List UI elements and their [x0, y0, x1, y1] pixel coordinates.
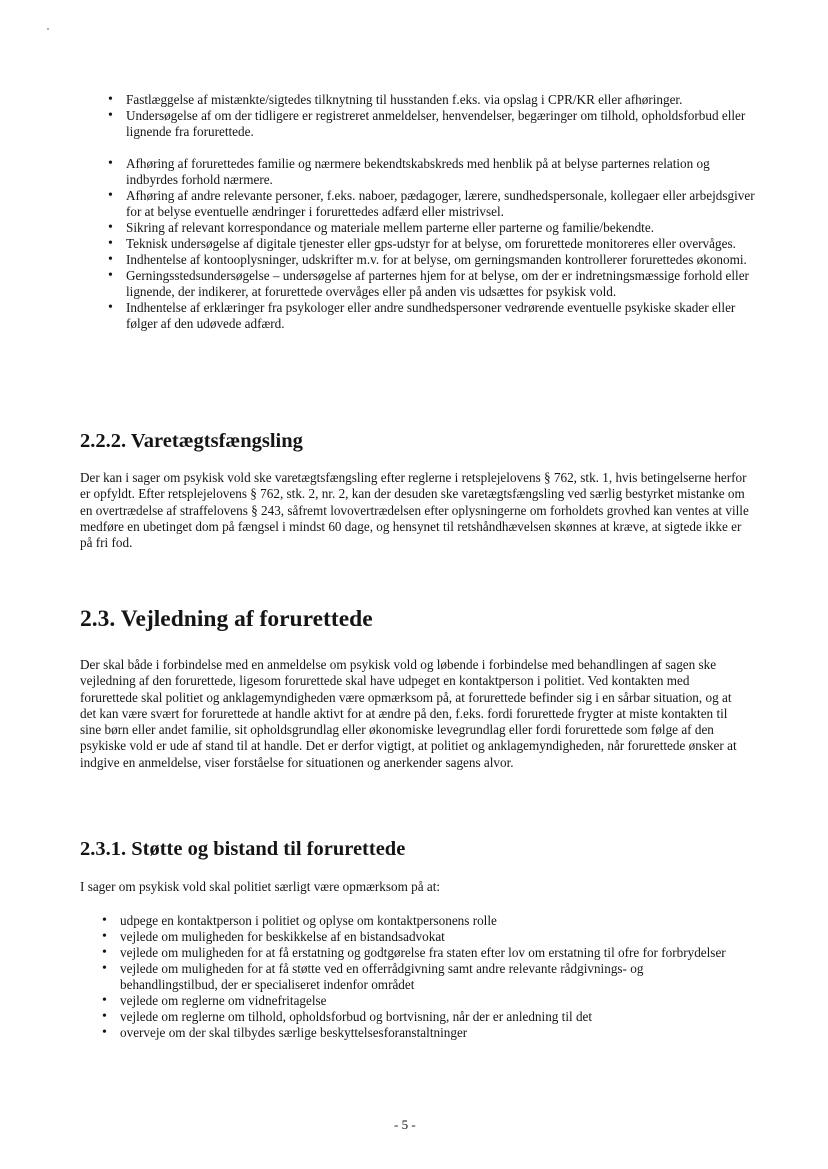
list-item: • Indhentelse af erklæringer fra psykologer eller andre sundhedspersoner vedrørende eventuelle psykiske skader eller følger af den udøvede adfærd.	[108, 300, 758, 332]
list-item: • vejlede om muligheden for at få erstatning og godtgørelse fra staten efter lov om erstatning til ofre for forbrydelser	[102, 945, 742, 961]
list-item: • Sikring af relevant korrespondance og materiale mellem parterne eller parterne og familie/bekendte.	[108, 220, 758, 236]
section-heading-stotte-og-bistand: 2.3.1. Støtte og bistand til forurettede	[80, 838, 406, 860]
list-item: • Afhøring af forurettedes familie og nærmere bekendtskabskreds med henblik på at belyse parternes relation og indbyrdes forhold nærmere.	[108, 156, 758, 188]
section-intro: I sager om psykisk vold skal politiet særligt være opmærksom på at:	[80, 879, 441, 894]
section-paragraph: Der skal både i forbindelse med en anmeldelse om psykisk vold og løbende i forbindelse med behandlingen af sagen ske vejledning af den forurettede, ligesom forurettede skal have udpeget en kontaktperson i politiet. Ved kontakten med forurettede skal politiet og anklagemyndigheden være opmærksom på, at forurettede befinder sig i en sårbar situation, og at det kan være svært for forurettede at handle aktivt for at ændre på den, f.eks. fordi forurettede frygter at miste kontakten til sine børn eller andet familie, sit opholdsgrundlag eller økonomiske levegrundlag eller fordi forurettede som følge af den psykiske vold er ude af stand til at handle. Det er derfor vigtigt, at politiet og anklagemyndigheden, når forurettede ønsker at indgive en anmeldelse, viser forståelse for situationen og anerkender sagens alvor.	[80, 657, 737, 770]
section-heading-varetaegtsfaengsling: 2.2.2. Varetægtsfængsling	[80, 430, 303, 452]
investigation-steps-list-top	[108, 92, 758, 140]
list-item: • Undersøgelse af om der tidligere er registreret anmeldelser, henvendelser, begæringer om tilhold, opholdsforbud eller lignende fra forurettede.	[108, 108, 758, 140]
list-item: • overveje om der skal tilbydes særlige beskyttelsesforanstaltninger	[102, 1025, 742, 1041]
list-item: • Teknisk undersøgelse af digitale tjenester eller gps-udstyr for at belyse, om forurettede monitoreres eller overvåges.	[108, 236, 758, 252]
section-paragraph: Der kan i sager om psykisk vold ske varetægtsfængsling efter reglerne i retsplejelovens § 762, stk. 1, hvis betingelserne herfor er opfyldt. Efter retsplejelovens § 762, stk. 2, nr. 2, kan der desuden ske varetægtsfængsling ved særlig bestyrket mistanke om en overtrædelse af straffelovens § 243, såfremt lovovertrædelsen efter oplysningerne om forholdets grovhed kan ventes at ville medføre en ubetinget dom på fængsel i mindst 60 dage, og hensynet til retshåndhævelsen skønnes at kræve, at sigtede ikke er på fri fod.	[80, 470, 749, 551]
list-item: • Indhentelse af kontooplysninger, udskrifter m.v. for at belyse, om gerningsmanden kontrollerer forurettedes økonomi.	[108, 252, 758, 268]
list-item: • vejlede om muligheden for at få støtte ved en offerrådgivning samt andre relevante rådgivnings- og behandlingstilbud, der er specialiseret indenfor området	[102, 961, 742, 993]
list-item: • Afhøring af andre relevante personer, f.eks. naboer, pædagoger, lærere, sundhedspersonale, kollegaer eller arbejdsgiver for at belyse eventuelle ændringer i forurettedes adfærd eller mistrivsel.	[108, 188, 758, 220]
page-number: - 5 -	[394, 1117, 416, 1132]
investigation-steps-list	[108, 156, 758, 332]
support-measures-list	[102, 913, 742, 1041]
list-item: • Fastlæggelse af mistænkte/sigtedes tilknytning til husstanden f.eks. via opslag i CPR/KR eller afhøringer.	[108, 92, 758, 108]
list-item: • Gerningsstedsundersøgelse – undersøgelse af parternes hjem for at belyse, om der er indretningsmæssige forhold eller lignende, der indikerer, at forurettede overvåges eller på anden vis udsættes for psykisk vold.	[108, 268, 758, 300]
list-item: • vejlede om muligheden for beskikkelse af en bistandsadvokat	[102, 929, 742, 945]
list-item: • vejlede om reglerne om vidnefritagelse	[102, 993, 742, 1009]
section-heading-vejledning: 2.3. Vejledning af forurettede	[80, 606, 373, 632]
list-item: • vejlede om reglerne om tilhold, opholdsforbud og bortvisning, når der er anledning til det	[102, 1009, 742, 1025]
list-item: • udpege en kontaktperson i politiet og oplyse om kontaktpersonens rolle	[102, 913, 742, 929]
scan-speck	[47, 28, 49, 30]
